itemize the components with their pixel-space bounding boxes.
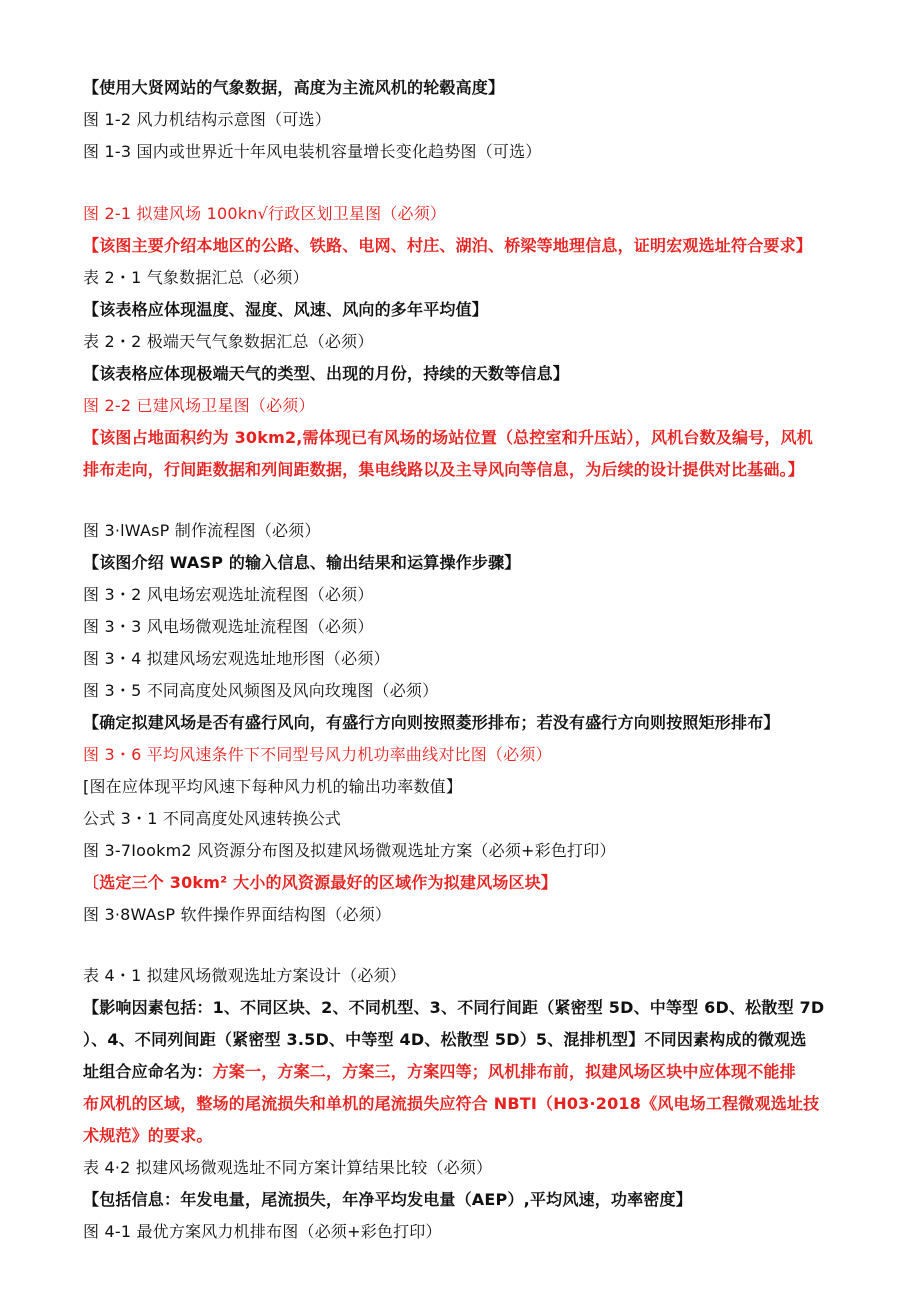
text-line-18: 图 3・5 不同高度处风频图及风向玫瑰图（必须） bbox=[83, 681, 439, 700]
text-line-9: 【该表格应体现极端天气的类型、出现的月份，持续的天数等信息】 bbox=[83, 364, 570, 383]
text-line-7: 【该表格应体现温度、湿度、风速、风向的多年平均值】 bbox=[83, 300, 489, 319]
text-line-31: 术规范》的要求。 bbox=[83, 1126, 213, 1145]
text-line-1: 【使用大贤网站的气象数据，高度为主流风机的轮毂高度】 bbox=[83, 78, 505, 97]
text-line-16: 图 3・3 风电场微观选址流程图（必须） bbox=[83, 617, 374, 636]
text-line-28: ）、4、不同列间距（紧密型 3.5D、中等型 4D、松散型 5D）5、混排机型】不同因素构成的微观选 bbox=[83, 1030, 807, 1049]
text-segment-red: 方案一，方案二，方案三，方案四等；风机排布前，拟建风场区块中应体现不能排 bbox=[212, 1062, 796, 1081]
text-line-22: 公式 3・1 不同高度处风速转换公式 bbox=[83, 809, 342, 828]
text-segment-black: 址组合应命名为： bbox=[83, 1062, 213, 1081]
text-line-34: 图 4-1 最优方案风力机排布图（必须+彩色打印） bbox=[83, 1222, 442, 1241]
text-line-6: 表 2・1 气象数据汇总（必须） bbox=[83, 268, 309, 287]
text-line-2: 图 1-2 风力机结构示意图（可选） bbox=[83, 110, 331, 129]
text-line-30: 布风机的区域，整场的尾流损失和单机的尾流损失应符合 NBTI（H03·2018《风电场工程微观选址技 bbox=[83, 1094, 820, 1113]
text-line-3: 图 1-3 国内或世界近十年风电装机容量增长变化趋势图（可选） bbox=[83, 142, 542, 161]
text-line-26: 表 4・1 拟建风场微观选址方案设计（必须） bbox=[83, 966, 406, 985]
text-line-11: 【该图占地面积约为 30km2,需体现已有风场的场站位置（总控室和升压站），风机台数及编号，风机 bbox=[83, 428, 813, 447]
text-line-29 bbox=[83, 1062, 796, 1082]
text-line-14: 【该图介绍 WASP 的输入信息、输出结果和运算操作步骤】 bbox=[83, 553, 521, 572]
text-line-32: 表 4·2 拟建风场微观选址不同方案计算结果比较（必须） bbox=[83, 1158, 493, 1177]
text-line-8: 表 2・2 极端天气气象数据汇总（必须） bbox=[83, 332, 374, 351]
text-line-17: 图 3・4 拟建风场宏观选址地形图（必须） bbox=[83, 649, 390, 668]
text-line-24: 〔选定三个 30km² 大小的风资源最好的区域作为拟建风场区块】 bbox=[83, 873, 558, 892]
text-line-5: 【该图主要介绍本地区的公路、铁路、电网、村庄、湖泊、桥梁等地理信息，证明宏观选址符合要求】 bbox=[83, 236, 813, 255]
text-line-27: 【影响因素包括：1、不同区块、2、不同机型、3、不同行间距（紧密型 5D、中等型 6D、松散型 7D bbox=[83, 998, 825, 1017]
text-line-12: 排布走向，行间距数据和列间距数据，集电线路以及主导风向等信息，为后续的设计提供对比基础。】 bbox=[83, 460, 805, 479]
text-line-19: 【确定拟建风场是否有盛行风向，有盛行方向则按照菱形排布；若没有盛行方向则按照矩形排布】 bbox=[83, 713, 780, 732]
text-line-20: 图 3・6 平均风速条件下不同型号风力机功率曲线对比图（必须） bbox=[83, 745, 552, 764]
text-line-25: 图 3·8WAsP 软件操作界面结构图（必须） bbox=[83, 905, 392, 924]
text-line-13: 图 3·lWAsP 制作流程图（必须） bbox=[83, 521, 321, 540]
text-line-21: [图在应体现平均风速下每种风力机的输出功率数值】 bbox=[83, 777, 463, 796]
text-line-33: 【包括信息：年发电量，尾流损失，年净平均发电量（AEP）,平均风速，功率密度】 bbox=[83, 1190, 692, 1209]
text-line-15: 图 3・2 风电场宏观选址流程图（必须） bbox=[83, 585, 374, 604]
text-line-4: 图 2-1 拟建风场 100kn√行政区划卫星图（必须） bbox=[83, 204, 447, 223]
text-line-10: 图 2-2 已建风场卫星图（必须） bbox=[83, 396, 315, 415]
text-line-23: 图 3-7Iookm2 风资源分布图及拟建风场微观选址方案（必须+彩色打印） bbox=[83, 841, 616, 860]
